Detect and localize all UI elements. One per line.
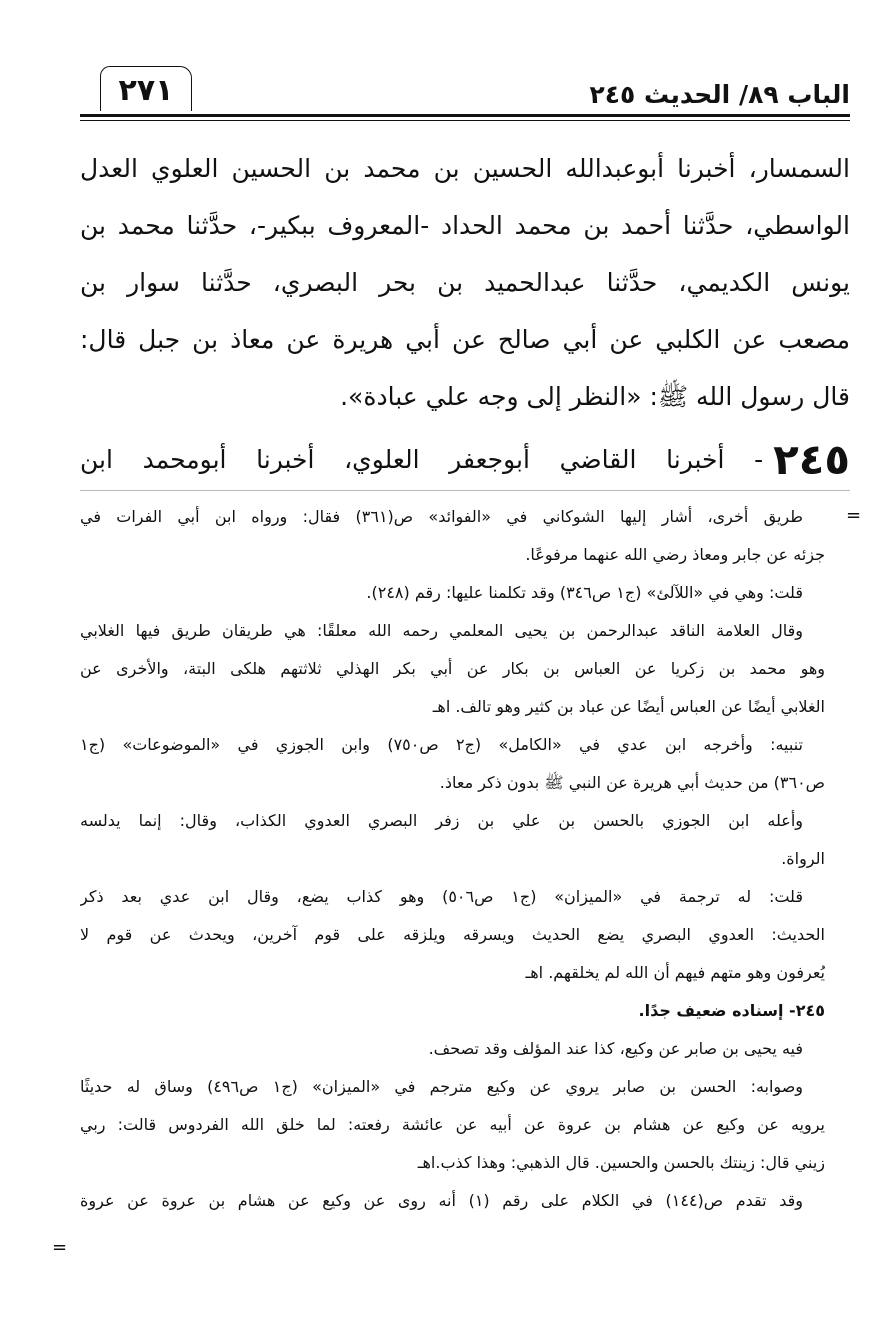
footnote-line: زيني قال: زينتك بالحسن والحسين. قال الذهبي: وهذا كذب.اهـ	[417, 1153, 825, 1172]
footnote-separator	[80, 490, 850, 491]
main-text-line: يونس الكديمي، حدَّثنا عبدالحميد بن بحر البصري، حدَّثنا سوار بن	[80, 268, 850, 297]
main-text-line: السمسار، أخبرنا أبوعبدالله الحسين بن محمد بن الحسين العلوي العدل	[80, 154, 850, 183]
continuation-mark-top: =	[846, 505, 862, 526]
hadith-text: - أخبرنا القاضي أبوجعفر العلوي، أخبرنا أبومحمد ابن	[80, 445, 764, 474]
footnote-line: فيه يحيى بن صابر عن وكيع، كذا عند المؤلف وقد تصحف.	[428, 1039, 803, 1058]
footnote-line: الغلابي أيضًا عن العباس أيضًا عن عباد بن كثير وهو تالف. اهـ	[432, 697, 825, 716]
main-text-line: قال رسول الله ﷺ: «النظر إلى وجه علي عبادة».	[340, 382, 850, 411]
footnote-line: تنبيه: وأخرجه ابن عدي في «الكامل» (ج٢ ص٧٥٠) وابن الجوزي في «الموضوعات» (ج١	[80, 735, 803, 754]
footnote-line: وصوابه: الحسن بن صابر يروي عن وكيع مترجم في «الميزان» (ج١ ص٤٩٦) وساق له حديثًا	[80, 1077, 804, 1096]
main-text	[80, 140, 850, 495]
footnote-line: وقال العلامة الناقد عبدالرحمن بن يحيى المعلمي رحمه الله معلقًا: هي طريقان طريق فيها الغلابي	[80, 621, 803, 640]
hadith-start-line	[80, 425, 850, 495]
page-header	[80, 60, 850, 124]
main-text-line: مصعب عن الكلبي عن أبي صالح عن أبي هريرة عن معاذ بن جبل قال:	[80, 325, 850, 354]
footnote-line: وهو محمد بن زكريا عن العباس بن بكار عن أبي بكر الهذلي ثلاثتهم هلكى البتة، والأخرى عن	[80, 659, 825, 678]
footnote-line: ص٣٦٠) من حديث أبي هريرة عن النبي ﷺ بدون ذكر معاذ.	[439, 773, 825, 792]
footnote-line: الحديث: العدوي البصري يضع الحديث ويسرقه ويلزقه على قوم آخرين، ويحدث عن قوم لا	[80, 925, 825, 944]
footnote-line: يُعرفون وهو متهم فيهم أن الله لم يخلقهم. اهـ	[525, 963, 825, 982]
footnote-line: وقد تقدم ص(١٤٤) في الكلام على رقم (١) أنه روى عن وكيع عن هشام بن عروة عن عروة	[80, 1191, 803, 1210]
footnote-line: جزئه عن جابر ومعاذ رضي الله عنهما مرفوعًا.	[525, 545, 825, 564]
header-rule-thin	[80, 120, 850, 121]
footnote-line: قلت: له ترجمة في «الميزان» (ج١ ص٥٠٦) وهو كذاب يضع، وقال ابن عدي بعد ذكر	[80, 887, 804, 906]
footnotes	[80, 498, 825, 1220]
footnote-line: يرويه عن وكيع عن هشام بن عروة عن أبيه عن عائشة رفعته: لما خلق الله الفردوس قالت: ربي	[80, 1115, 825, 1134]
footnote-line: قلت: وهي في «اللآلئ» (ج١ ص٣٤٦) وقد تكلمنا عليها: رقم (٢٤٨).	[366, 583, 803, 602]
footnote-line: الرواة.	[781, 849, 825, 868]
chapter-heading: الباب ٨٩/ الحديث ٢٤٥	[589, 80, 850, 109]
footnote-line: وأعله ابن الجوزي بالحسن بن علي بن زفر البصري العدوي الكذاب، وقال: إنما يدلسه	[80, 811, 803, 830]
header-rule	[80, 114, 850, 117]
page-number: ٢٧١	[100, 66, 192, 111]
footnote-line: طريق أخرى، أشار إليها الشوكاني في «الفوائد» ص(٣٦١) فقال: ورواه ابن أبي الفرات في	[80, 507, 803, 526]
footnote-hadith-grade: ٢٤٥- إسناده ضعيف جدًا.	[638, 1001, 825, 1020]
hadith-number: ٢٤٥	[773, 435, 850, 484]
continuation-mark-bottom: =	[52, 1237, 68, 1258]
main-text-line: الواسطي، حدَّثنا أحمد بن محمد الحداد -المعروف ببكير-، حدَّثنا محمد بن	[80, 211, 850, 240]
